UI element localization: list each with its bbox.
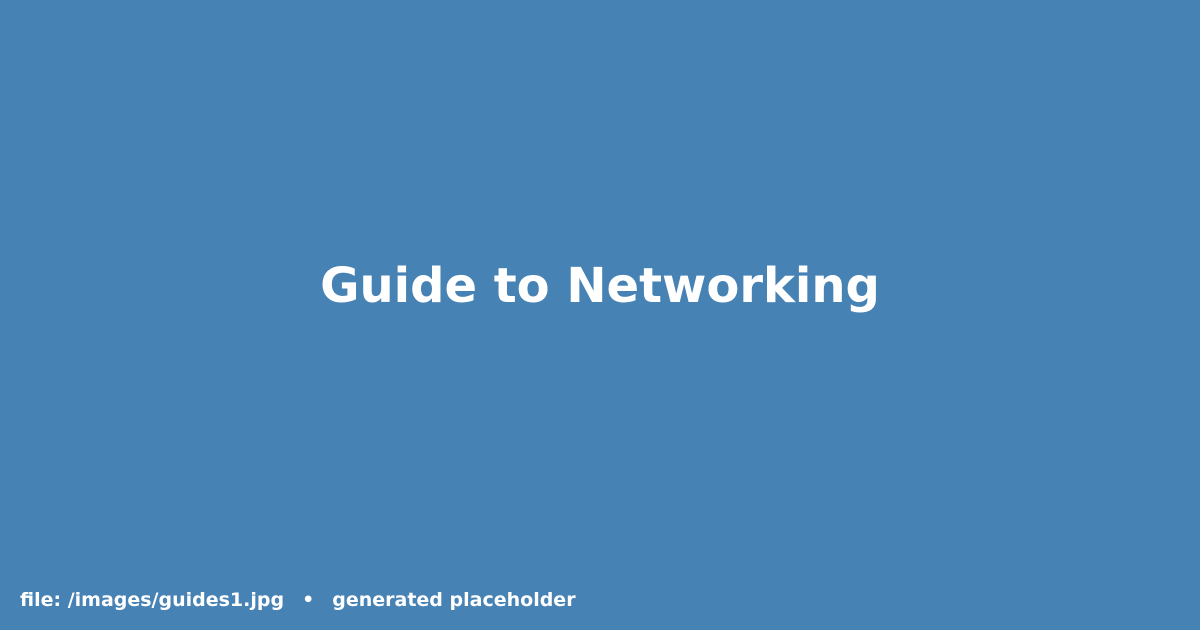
file-path-label: file: /images/guides1.jpg: [20, 589, 285, 611]
generated-note: generated placeholder: [332, 589, 576, 611]
bullet-separator: •: [302, 589, 315, 611]
placeholder-footer: [20, 588, 576, 612]
placeholder-title: Guide to Networking: [320, 258, 880, 314]
